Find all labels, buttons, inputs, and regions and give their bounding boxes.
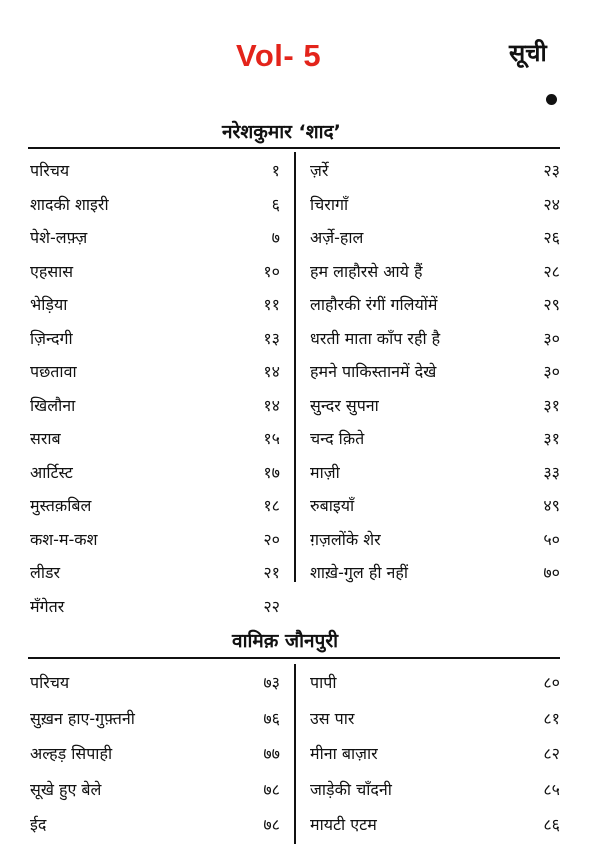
toc-entry-page: २८ xyxy=(543,262,560,281)
toc-entry-title: चिरागाँ xyxy=(310,195,349,214)
toc-entry-page: २३ xyxy=(543,161,560,180)
toc-entry-page: २४ xyxy=(543,195,560,214)
toc-entry-title: मायटी एटम xyxy=(310,815,377,834)
toc-entry-title: लीडर xyxy=(30,563,61,582)
toc-entry-title: अल्हड़ सिपाही xyxy=(30,744,113,763)
toc-entry-page: २६ xyxy=(543,228,560,247)
toc-entry-title: सूखे हुए बेले xyxy=(30,780,102,799)
toc-entry-title: शाख़े-गुल ही नहीं xyxy=(310,563,409,582)
toc-entry-page: ८६ xyxy=(543,815,560,834)
toc-entry-page: ८२ xyxy=(543,744,560,763)
toc-entry-title: उस पार xyxy=(310,709,355,728)
toc-entry-page: १३ xyxy=(263,329,280,348)
toc-entry-page: ७८ xyxy=(263,815,280,834)
toc-entry-title: जाड़ेकी चाँदनी xyxy=(310,780,392,799)
toc-entry-page: ५० xyxy=(543,530,560,549)
section-heading-wamiq: वामिक़ जौनपुरी xyxy=(232,630,339,652)
toc-title: सूची xyxy=(509,39,547,67)
toc-entry-title: मुस्तक़बिल xyxy=(30,496,92,515)
toc-entry-page: ७० xyxy=(543,563,560,582)
toc-entry-page: ७७ xyxy=(263,744,280,763)
toc-entry-page: २१ xyxy=(263,563,280,582)
toc-entry-page: ३१ xyxy=(543,396,560,415)
toc-entry-title: ज़र्रे xyxy=(310,161,329,180)
section-rule xyxy=(28,147,560,149)
toc-entry-page: ७ xyxy=(271,228,280,247)
toc-entry-page: १ xyxy=(271,161,280,180)
toc-entry-page: ३१ xyxy=(543,429,560,448)
toc-entry-page: ७३ xyxy=(263,673,280,692)
toc-entry-page: ६ xyxy=(271,195,280,214)
toc-entry-page: १७ xyxy=(263,463,280,482)
toc-entry-page: १८ xyxy=(263,496,280,515)
toc-entry-page: ४९ xyxy=(543,496,560,515)
toc-entry-page: ८० xyxy=(543,673,560,692)
toc-entry-title: सुन्दर सुपना xyxy=(310,396,379,415)
toc-entry-title: धरती माता काँप रही है xyxy=(310,329,441,348)
toc-entry-page: ७८ xyxy=(263,780,280,799)
toc-entry-title: सुख़न हाए-गुफ़्तनी xyxy=(30,709,135,728)
toc-entry-title: कश-म-कश xyxy=(30,530,98,549)
toc-entry-page: १४ xyxy=(263,396,280,415)
toc-entry-page: १० xyxy=(263,262,280,281)
toc-entry-page: २२ xyxy=(263,597,280,616)
toc-entry-title: अर्ज़े-हाल xyxy=(310,228,364,247)
toc-entry-page: ३३ xyxy=(543,463,560,482)
volume-label: Vol- 5 xyxy=(236,38,322,73)
toc-entry-title: पापी xyxy=(310,673,337,692)
bullet-dot xyxy=(546,94,557,105)
toc-entry-page: २० xyxy=(263,530,280,549)
section-heading-shad: नरेशकुमार ‘शाद’ xyxy=(222,121,341,143)
toc-entry-page: १४ xyxy=(263,362,280,381)
toc-entry-page: ७६ xyxy=(263,709,280,728)
toc-entry-title: आर्टिस्ट xyxy=(30,463,73,482)
toc-entry-page: ३० xyxy=(543,362,560,381)
section-rule xyxy=(28,657,560,659)
toc-entry-title: हम लाहौरसे आये हैं xyxy=(310,262,423,281)
column-divider xyxy=(294,152,296,582)
toc-entry-title: माज़ी xyxy=(310,463,340,482)
toc-entry-page: ८१ xyxy=(543,709,560,728)
column-divider xyxy=(294,664,296,844)
toc-entry-title: मीना बाज़ार xyxy=(310,744,378,763)
toc-entry-title: परिचय xyxy=(30,673,70,692)
toc-entry-title: भेड़िया xyxy=(30,295,68,314)
toc-entry-title: चन्द क़िते xyxy=(310,429,365,448)
toc-entry-title: लाहौरकी रंगीं गलियोंमें xyxy=(310,295,438,314)
toc-entry-page: २९ xyxy=(543,295,560,314)
toc-entry-title: मँगेतर xyxy=(30,597,65,616)
toc-entry-page: ३० xyxy=(543,329,560,348)
toc-entry-page: ८५ xyxy=(543,780,560,799)
toc-entry-page: १५ xyxy=(263,429,280,448)
toc-entry-title: खिलौना xyxy=(30,396,76,415)
toc-entry-title: रुबाइयाँ xyxy=(310,496,355,515)
toc-entry-title: ज़िन्दगी xyxy=(30,329,73,348)
toc-entry-title: परिचय xyxy=(30,161,70,180)
toc-entry-title: सराब xyxy=(30,429,61,448)
toc-entry-title: ईद xyxy=(30,815,47,834)
toc-entry-title: पेशे-लफ़्ज़ xyxy=(30,228,88,247)
toc-entry-title: शादकी शाइरी xyxy=(30,195,109,214)
toc-entry-title: पछतावा xyxy=(30,362,77,381)
toc-entry-title: ग़ज़लोंके शेर xyxy=(310,530,381,549)
toc-entry-title: एहसास xyxy=(30,262,74,281)
toc-entry-page: ११ xyxy=(263,295,280,314)
toc-entry-title: हमने पाकिस्तानमें देखे xyxy=(310,362,437,381)
